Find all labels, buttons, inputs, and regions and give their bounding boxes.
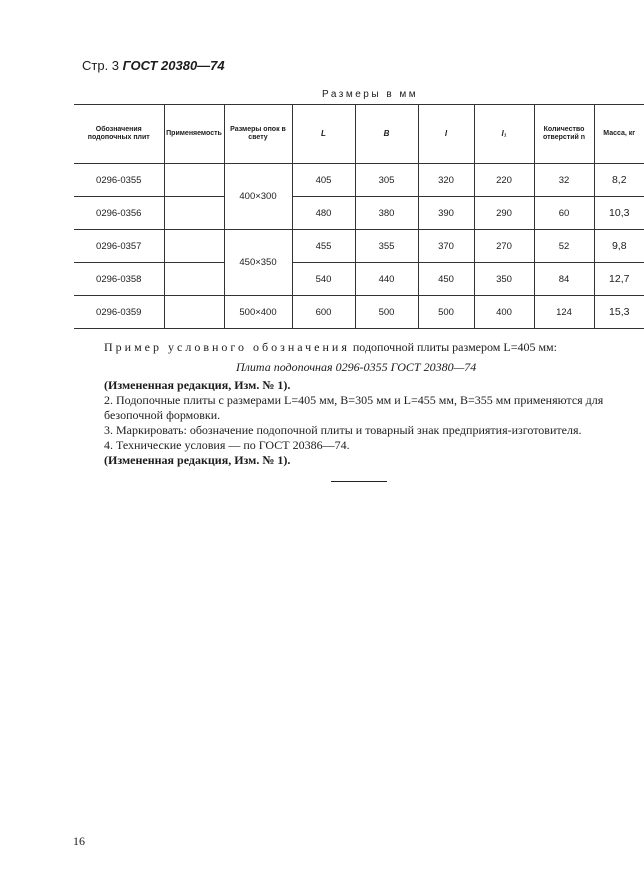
cell-B: 500 xyxy=(355,296,418,329)
page-header-prefix: Стр. 3 xyxy=(82,58,120,73)
note-item: 2. Подопочные плиты с размерами L=405 мм, B=305 мм и L=455 мм, B=355 мм применяются для безопочной формовки. xyxy=(104,393,604,422)
cell-B: 305 xyxy=(355,164,418,197)
cell-holes: 84 xyxy=(534,263,594,296)
designation-example xyxy=(104,340,557,355)
cell-B: 440 xyxy=(355,263,418,296)
cell-usage xyxy=(164,197,224,230)
cell-holes: 52 xyxy=(534,230,594,263)
cell-l: 320 xyxy=(418,164,474,197)
col-header-code: Обозначения подопочных плит xyxy=(87,125,150,141)
revision-note: (Измененная редакция, Изм. № 1). xyxy=(104,453,291,467)
table-header-row xyxy=(74,105,644,164)
example-lead: Пример условного обозначения xyxy=(104,340,350,354)
cell-mass: 10,3 xyxy=(594,197,644,230)
cell-holes: 124 xyxy=(534,296,594,329)
cell-mass: 15,3 xyxy=(594,296,644,329)
table-row xyxy=(74,164,644,197)
col-header-flask-size: Размеры опок в свету xyxy=(224,105,292,164)
col-header-mass: Масса, кг xyxy=(594,105,644,164)
col-header-B: B xyxy=(355,105,418,164)
col-header-usage: Применяемость xyxy=(164,105,224,164)
cell-code: 0296-0355 xyxy=(96,174,142,186)
cell-L: 405 xyxy=(292,164,355,197)
cell-usage xyxy=(164,164,224,197)
notes-section xyxy=(104,378,622,468)
note-item: 3. Маркировать: обозначение подопочной плиты и товарный знак предприятия-изготовителя. xyxy=(104,423,582,437)
page-number: 16 xyxy=(73,834,85,848)
cell-L: 540 xyxy=(292,263,355,296)
cell-code: 0296-0357 xyxy=(96,240,142,252)
cell-l1: 290 xyxy=(474,197,534,230)
col-header-l1: l₁ xyxy=(474,105,534,164)
table-row xyxy=(74,263,644,296)
cell-flask-size: 500×400 xyxy=(224,296,292,329)
table-row xyxy=(74,197,644,230)
section-divider xyxy=(331,481,387,482)
cell-usage xyxy=(164,230,224,263)
cell-l: 370 xyxy=(418,230,474,263)
cell-holes: 60 xyxy=(534,197,594,230)
cell-usage xyxy=(164,263,224,296)
cell-l: 390 xyxy=(418,197,474,230)
dimensions-table xyxy=(74,104,644,329)
cell-B: 355 xyxy=(355,230,418,263)
example-designation: Плита подопочная 0296-0355 ГОСТ 20380—74 xyxy=(236,360,477,374)
cell-code: 0296-0356 xyxy=(96,207,142,219)
cell-mass: 9,8 xyxy=(594,230,644,263)
cell-code: 0296-0358 xyxy=(96,273,142,285)
cell-l1: 400 xyxy=(474,296,534,329)
page-header-gost: ГОСТ 20380—74 xyxy=(122,58,225,73)
cell-code: 0296-0359 xyxy=(96,306,142,318)
table-row xyxy=(74,230,644,263)
cell-flask-size: 400×300 xyxy=(224,164,292,230)
cell-L: 455 xyxy=(292,230,355,263)
revision-note: (Измененная редакция, Изм. № 1). xyxy=(104,378,291,392)
cell-mass: 12,7 xyxy=(594,263,644,296)
cell-l1: 350 xyxy=(474,263,534,296)
col-header-l: l xyxy=(418,105,474,164)
page-header xyxy=(82,58,225,73)
cell-l1: 270 xyxy=(474,230,534,263)
col-header-holes: Количество отверстий n xyxy=(534,105,594,164)
col-header-L: L xyxy=(292,105,355,164)
cell-flask-size: 450×350 xyxy=(224,230,292,296)
cell-l: 500 xyxy=(418,296,474,329)
cell-usage xyxy=(164,296,224,329)
cell-L: 600 xyxy=(292,296,355,329)
cell-holes: 32 xyxy=(534,164,594,197)
note-item: 4. Технические условия — по ГОСТ 20386—74. xyxy=(104,438,350,452)
cell-l: 450 xyxy=(418,263,474,296)
example-rest: подопочной плиты размером L=405 мм: xyxy=(352,340,557,354)
table-caption: Размеры в мм xyxy=(322,89,419,100)
cell-L: 480 xyxy=(292,197,355,230)
cell-l1: 220 xyxy=(474,164,534,197)
cell-B: 380 xyxy=(355,197,418,230)
table-row xyxy=(74,296,644,329)
cell-mass: 8,2 xyxy=(594,164,644,197)
